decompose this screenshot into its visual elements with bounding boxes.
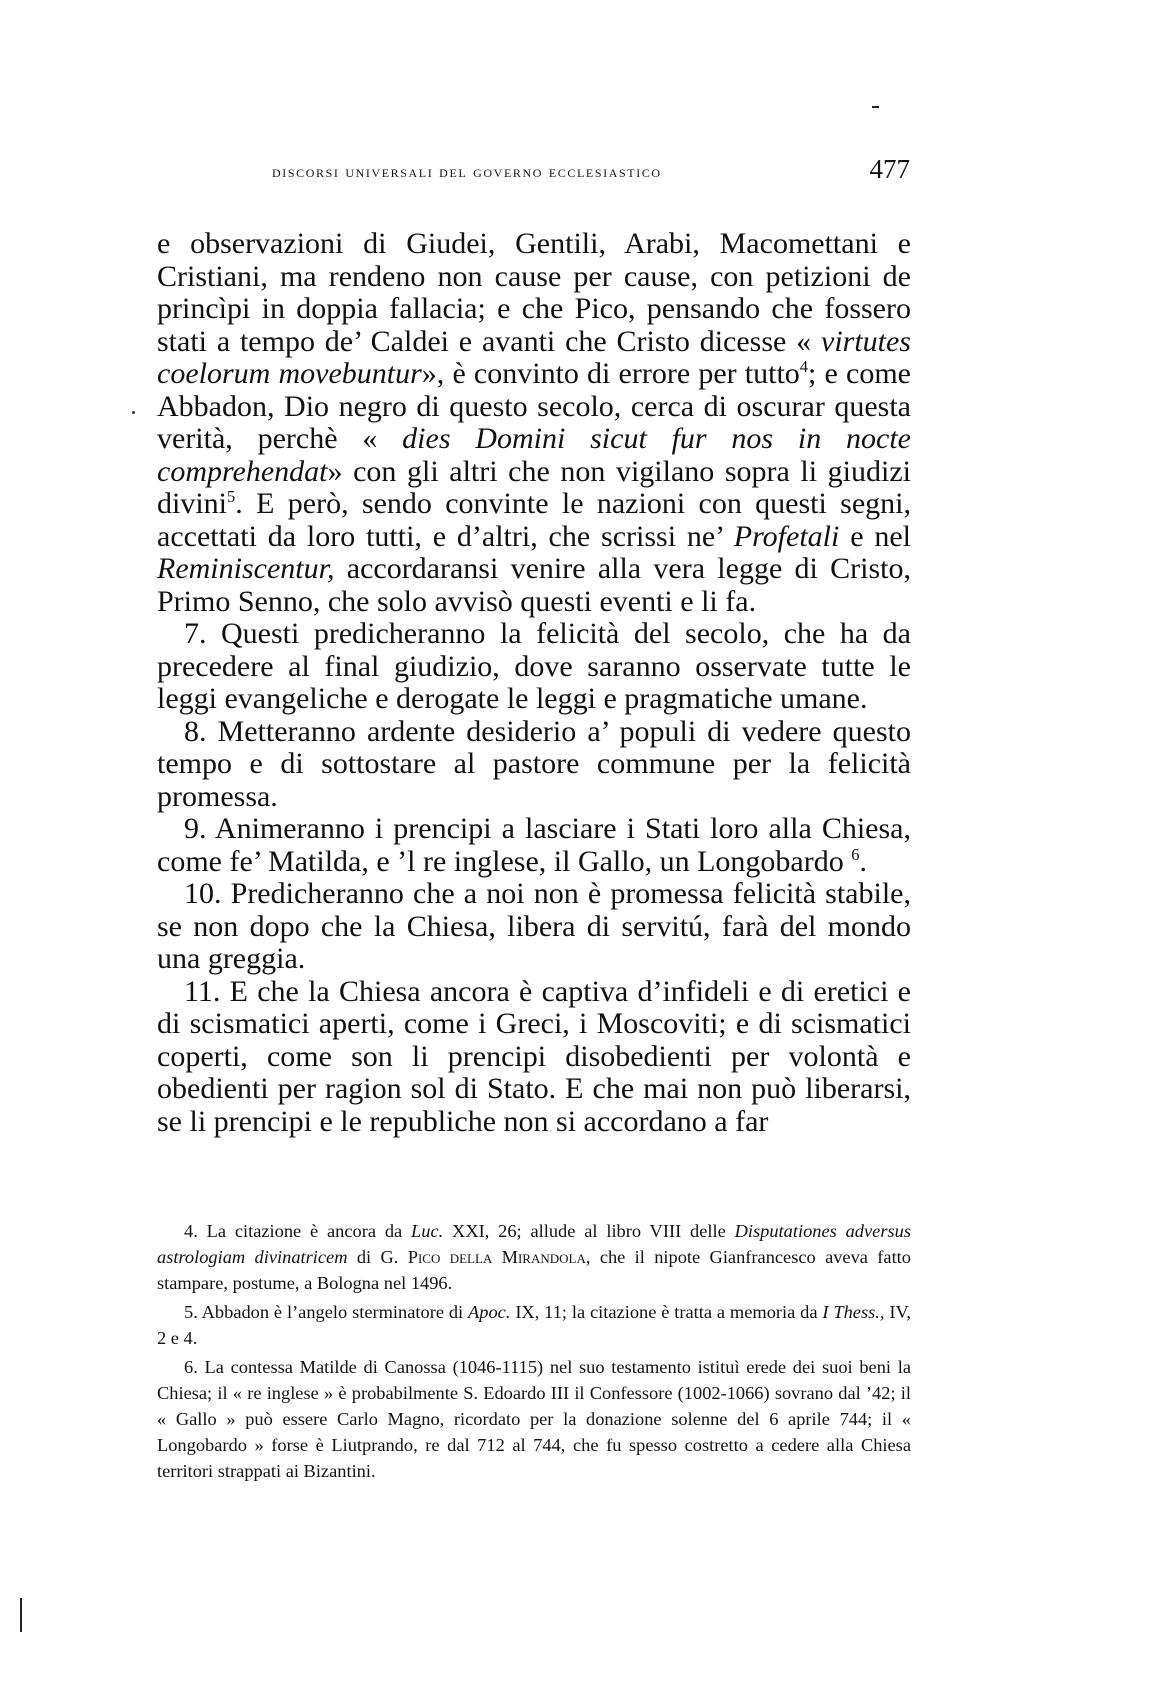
text-run: di G. (356, 1247, 399, 1267)
text-run: » con gli altri che non vigilano sopra li giudizi divini (157, 454, 911, 520)
text-run: e nel (850, 519, 911, 553)
work-title: Reminiscentur, (157, 552, 335, 585)
text-run: accordaransi venire alla vera legge di Cristo, Primo Senno, che solo avvisò questi eventi e li fa. (157, 552, 912, 618)
text-run: 4. La citazione è ancora da (184, 1221, 403, 1241)
footnotes (157, 1218, 911, 1487)
text-run: e observazioni di Giudei, Gentili, Arabi, Macomettani e Cristiani, ma rendeno non cause per cause, con petizioni de princìpi in doppia fallacia; e che Pico, pensando che fossero stati a tempo de’ Caldei e avanti che Cristo dicesse « (157, 227, 911, 358)
footnote-5 (157, 1299, 911, 1351)
text-run: », è convinto di errore per tutto (421, 357, 800, 390)
paragraph-11: 11. E che la Chiesa ancora è captiva d’infideli e di eretici e di scismatici aperti, come i Greci, i Moscoviti; e di scismatici coperti, come son li prencipi disobedienti per volontà e obedienti per ragion sol di Stato. E che mai non può liberarsi, se li prencipi e le republiche non si accordano a far (157, 974, 911, 1138)
author-name: Pico della Mirandola, (407, 1247, 591, 1267)
print-mark-left (132, 411, 135, 414)
text-run: . E però, sendo convinte le nazioni con questi segni, accettati da loro tutti, e d’altri, che scrissi ne’ (157, 487, 911, 553)
footnote-4 (157, 1218, 911, 1296)
footnote-ref: 6 (851, 844, 860, 864)
text-run: XXI, 26; allude al libro VIII delle (452, 1221, 726, 1241)
paragraph-8: 8. Metteranno ardente desiderio a’ populi di vedere questo tempo e di sottostare al pastore commune per la felicità promessa. (157, 714, 911, 813)
text-run: 9. Animeranno i prencipi a lasciare i Stati loro alla Chiesa, come fe’ Matilda, e ’l re inglese, il Gallo, un Longobardo (157, 812, 911, 878)
work-title: Disputationes adversus astrologiam divinatricem (157, 1221, 911, 1267)
text-run: che il nipote Gianfrancesco aveva fatto stampare, postume, a Bologna nel 1496. (157, 1247, 911, 1293)
print-mark-bottom (20, 1598, 22, 1632)
footnote-ref: 4 (799, 357, 809, 376)
paragraph-9 (157, 813, 911, 878)
citation: I Thess., (822, 1302, 885, 1322)
footnote-6: 6. La contessa Matilde di Canossa (1046-1115) nel suo testamento istituì erede dei suoi beni la Chiesa; il « re inglese » è probabilmente S. Edoardo III il Confessore (1002-1066) sovrano dal ’42; il « Gallo » può essere Carlo Magno, ricordato per la donazione solenne del 6 aprile 744; il « Longobardo » forse è Liutprando, re dal 712 al 744, che fu spesso costretto a cedere alla Chiesa territori strappati ai Bizantini. (157, 1357, 911, 1481)
text-run: 5. Abbadon è l’angelo sterminatore di (184, 1302, 464, 1322)
text-run: IV, 2 e 4. (157, 1302, 911, 1348)
print-mark-top (872, 106, 879, 108)
page-number: 477 (869, 154, 910, 184)
footnote-ref: 5 (227, 487, 236, 506)
main-text (157, 228, 911, 1138)
paragraph-10: 10. Predicheranno che a noi non è promessa felicità stabile, se non dopo che la Chiesa, libera di servitú, farà del mondo una greggia. (157, 877, 911, 975)
text-run: IX, 11; la citazione è tratta a memoria da (515, 1302, 818, 1322)
latin-quote: dies Domini sicut fur nos in nocte comprehendat (157, 422, 911, 488)
citation: Luc. (411, 1221, 444, 1241)
latin-quote: virtutes coelorum movebuntur (157, 324, 911, 390)
citation: Apoc. (468, 1302, 511, 1322)
paragraph-continuation (157, 228, 911, 618)
paragraph-7: 7. Questi predicheranno la felicità del secolo, che ha da precedere al final giudizio, dove saranno osservate tutte le leggi evangeliche e derogate le leggi e pragmatiche umane. (157, 617, 911, 715)
page-header (160, 150, 910, 190)
text-run: ; e come Abbadon, Dio negro di questo secolo, cerca di oscurar questa verità, perchè « (157, 357, 911, 455)
text-run: . (859, 844, 867, 878)
running-head: discorsi universali del governo ecclesiastico (272, 162, 662, 181)
work-title: Profetali (733, 519, 840, 553)
